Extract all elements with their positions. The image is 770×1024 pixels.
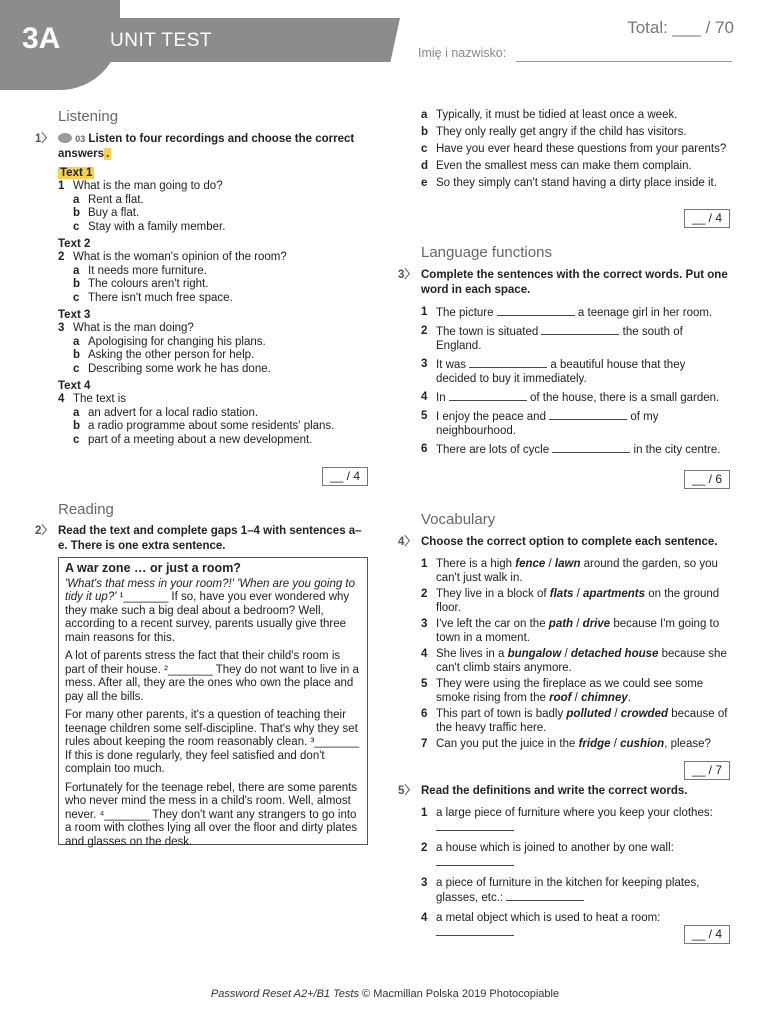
answer-blank[interactable] (497, 305, 575, 316)
choice-option[interactable]: bungalow (507, 648, 562, 660)
gap-sentence: 5 I enjoy the peace and of my neighbourhood. (421, 410, 659, 437)
answer-option[interactable]: c part of a meeting about a new development. (73, 433, 313, 446)
choice-sentence: 1 There is a high fence / lawn around the garden, so you can't just walk in. (421, 558, 718, 584)
page-footer: Password Reset A2+/B1 Tests © Macmillan Polska 2019 Photocopiable (210, 988, 560, 1000)
definition-item: 1 a large piece of furniture where you keep your clothes: (421, 806, 731, 835)
answer-blank[interactable] (552, 442, 630, 453)
reading-paragraph: 'What's that mess in your room?!' 'When are you going to tidy it up?' ¹_______ If so, have you ever wondered why they make such a big deal about a bedroom? Well, according to a recent survey, parents usually give three main reasons for this. (65, 577, 356, 644)
choice-sentence: 5 They were using the fireplace as we could see some smoke rising from the roof / chimney. (421, 678, 704, 704)
choice-option[interactable]: fridge (578, 738, 611, 750)
definition-item: 4 a metal object which is used to heat a room: (421, 911, 731, 940)
text-heading: Text 4 (58, 380, 91, 392)
answer-option[interactable]: c Describing some work he has done. (73, 362, 271, 375)
sentence-option: c Have you ever heard these questions from your parents? (421, 143, 727, 155)
reading-score-box: __ / 4 (684, 209, 730, 228)
choice-option[interactable]: path (548, 618, 574, 630)
vocabulary-items (421, 557, 731, 753)
answer-blank[interactable] (436, 925, 514, 936)
reading-paragraph: For many other parents, it's a question of teaching their teenage children some self-discipline. That's why they set rules about keeping the room reasonably clean. ³_______ If this is done regularly, they feel satisfied and don't complain too much. (65, 709, 360, 775)
answer-blank[interactable] (436, 820, 514, 831)
text-heading: Text 1 (60, 167, 93, 179)
gap-sentence: 3 It was a beautiful house that they decided to buy it immediately. (421, 358, 686, 385)
choice-option[interactable]: lawn (554, 558, 581, 570)
language-instruction: 3〉 Complete the sentences with the correct words. Put one word in each space. (398, 269, 728, 296)
text-heading: Text 3 (58, 309, 91, 321)
gap-sentence: 1 The picture a teenage girl in her room. (421, 306, 713, 319)
choice-option[interactable]: apartments (583, 588, 646, 600)
definition-item: 2 a house which is joined to another by one wall: (421, 841, 731, 870)
task-number: 2〉 (35, 525, 53, 537)
section-reading: Reading (58, 501, 114, 518)
choice-option[interactable]: flats (549, 588, 574, 600)
section-language-functions: Language functions (421, 244, 552, 261)
question: 2 What is the woman's opinion of the room? (58, 251, 287, 263)
answer-option[interactable]: b Asking the other person for help. (73, 349, 255, 361)
choice-option[interactable]: cushion (620, 738, 665, 750)
definition-item: 3 a piece of furniture in the kitchen for keeping plates, glasses, etc.: (421, 877, 700, 904)
definitions-score-box: __ / 4 (684, 925, 730, 944)
task-number: 4〉 (398, 536, 416, 548)
total-score: Total: ___ / 70 (627, 18, 734, 37)
unit-title: UNIT TEST (110, 30, 212, 51)
section-listening: Listening (58, 108, 119, 125)
sentence-option: e So they simply can't stand having a dirty place inside it. (421, 177, 717, 189)
task-number: 3〉 (398, 269, 416, 281)
answer-option[interactable]: a an advert for a local radio station. (73, 406, 259, 419)
question: 3 What is the man doing? (58, 322, 194, 334)
reading-title: A war zone … or just a room? (65, 561, 241, 575)
sentence-option: b They only really get angry if the child has visitors. (421, 126, 687, 138)
task-number: 5〉 (398, 785, 416, 797)
language-items (421, 305, 721, 461)
gap-2[interactable]: ²_______ (164, 663, 213, 676)
reading-paragraph: A lot of parents stress the fact that their child's room is part of their house. ²_______ They do not want to live in a mess. After all, they are the ones who own the place and pay all the bills. (65, 650, 359, 703)
track-number: 03 (75, 134, 86, 144)
vocabulary-score-box: __ / 7 (684, 761, 730, 780)
choice-sentence: 4 She lives in a bungalow / detached house because she can't climb stairs anymore. (421, 648, 727, 674)
sentence-option: a Typically, it must be tidied at least once a week. (421, 109, 678, 121)
choice-option[interactable]: detached house (570, 648, 659, 660)
section-vocabulary: Vocabulary (421, 511, 496, 528)
definitions-instruction: 5〉 Read the definitions and write the correct words. (398, 785, 688, 797)
answer-blank[interactable] (469, 357, 547, 368)
answer-blank[interactable] (506, 890, 584, 901)
answer-option[interactable]: a Apologising for changing his plans. (73, 335, 266, 348)
answer-option[interactable]: c There isn't much free space. (73, 291, 233, 304)
reading-paragraph: Fortunately for the teenage rebel, there are some parents who never mind the mess in a child's room. Well, almost never. ⁴_______ They don't want any strangers to go into a room with clothes lying all over the floor and dirty plates and glasses on the desk. (65, 781, 358, 848)
gap-sentence: 2 The town is situated the south of England. (421, 325, 683, 352)
choice-option[interactable]: crowded (620, 708, 669, 720)
language-score-box: __ / 6 (684, 470, 730, 489)
audio-icon (58, 133, 72, 143)
vocabulary-instruction: 4〉 Choose the correct option to complete each sentence. (398, 536, 718, 548)
answer-option[interactable]: b a radio programme about some residents' plans. (73, 420, 335, 432)
choice-option[interactable]: drive (582, 618, 611, 630)
choice-option[interactable]: polluted (566, 708, 612, 720)
gap-4[interactable]: ⁴_______ (99, 808, 150, 821)
answer-option[interactable]: b Buy a flat. (73, 207, 140, 219)
question: 1 What is the man going to do? (58, 180, 223, 192)
gap-3[interactable]: ³_______ (310, 736, 360, 748)
unit-code: 3A (22, 22, 61, 55)
answer-option[interactable]: c Stay with a family member. (73, 220, 226, 233)
choice-option[interactable]: fence (515, 558, 546, 570)
reading-instruction: 2〉 Read the text and complete gaps 1–4 with sentences a–e. There is one extra sentence. (35, 525, 362, 552)
name-label: Imię i nazwisko: (418, 46, 507, 60)
highlight-mark: . (106, 148, 110, 160)
choice-option[interactable]: roof (549, 692, 572, 704)
choice-sentence: 3 I've left the car on the path / drive because I'm going to town in a moment. (421, 618, 720, 644)
answer-blank[interactable] (436, 855, 514, 866)
answer-option[interactable]: a It needs more furniture. (73, 264, 207, 277)
answer-blank[interactable] (549, 409, 627, 420)
text-heading: Text 2 (58, 238, 91, 250)
gap-1[interactable]: ¹_______ (119, 591, 169, 603)
reading-text-box (58, 557, 368, 848)
answer-option[interactable]: a Rent a flat. (73, 193, 144, 206)
choice-sentence: 6 This part of town is badly polluted / crowded because of the heavy traffic here. (421, 708, 728, 734)
task-number: 1〉 (35, 133, 53, 145)
reading-sentence-list (421, 108, 737, 193)
listening-instruction: Listen to four recordings and choose the correct answers (58, 133, 355, 160)
name-input-line[interactable] (516, 61, 732, 62)
question: 4 The text is (58, 393, 127, 405)
choice-sentence: 7 Can you put the juice in the fridge / cushion, please? (421, 738, 711, 750)
answer-blank[interactable] (541, 324, 619, 335)
choice-option[interactable]: chimney (581, 692, 628, 704)
choice-sentence: 2 They live in a block of flats / apartments on the ground floor. (421, 588, 720, 614)
answer-blank[interactable] (449, 390, 527, 401)
answer-option[interactable]: b The colours aren't right. (73, 278, 209, 290)
gap-sentence: 6 There are lots of cycle in the city centre. (421, 443, 721, 456)
listening-task (35, 132, 376, 447)
listening-score-box: __ / 4 (322, 467, 368, 486)
gap-sentence: 4 In of the house, there is a small garden. (421, 391, 720, 404)
sentence-option: d Even the smallest mess can make them complain. (421, 160, 692, 172)
